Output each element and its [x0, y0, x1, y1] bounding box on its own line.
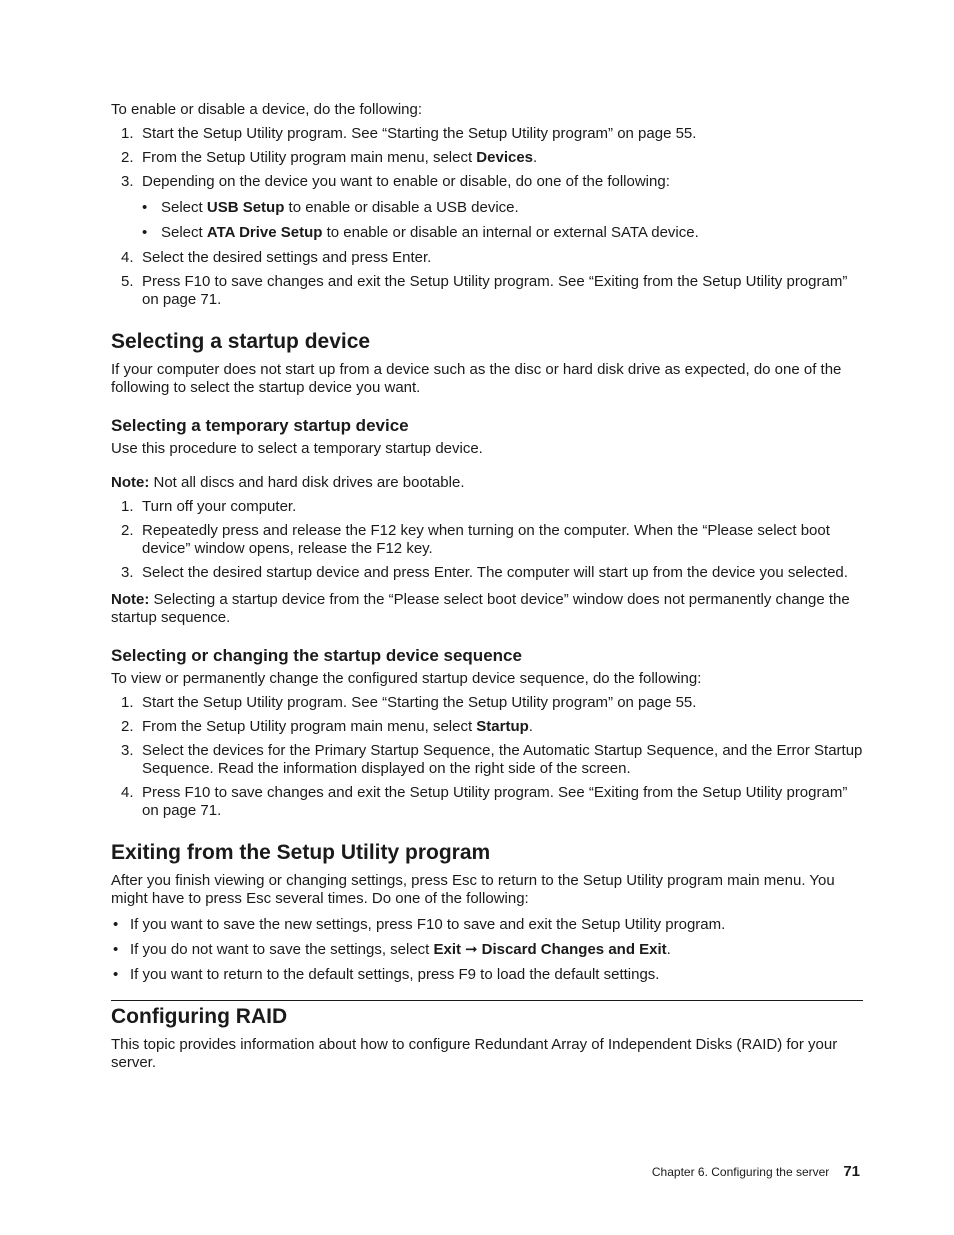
sequence-steps-list	[111, 694, 863, 820]
note: Note: Selecting a startup device from the “Please select boot device” window does not permanently change the startup sequence.	[111, 591, 850, 626]
list-item: 3. Select the devices for the Primary Startup Sequence, the Automatic Startup Sequence, and the Error Startup Sequence. Read the information displayed on the right side of the screen.	[121, 742, 863, 777]
page-content	[111, 101, 863, 1072]
list-item: 3. Select the desired startup device and press Enter. The computer will start up from the device you selected.	[121, 564, 848, 581]
list-item: 3. Depending on the device you want to enable or disable, do one of the following: • Select USB Setup to enable or disable a USB device. • Select ATA Drive Setup to enable or disable an internal or external SATA device.	[111, 173, 863, 242]
note: Note: Not all discs and hard disk drives are bootable.	[111, 474, 465, 491]
list-item: 4. Select the desired settings and press Enter.	[121, 249, 432, 266]
list-item: • Select ATA Drive Setup to enable or disable an internal or external SATA device.	[142, 224, 699, 241]
enable-steps-list	[111, 125, 863, 309]
temporary-intro: Use this procedure to select a temporary startup device.	[111, 440, 483, 457]
list-item: 1. Start the Setup Utility program. See “Starting the Setup Utility program” on page 55.	[121, 125, 697, 142]
section-heading-startup: Selecting a startup device	[111, 330, 371, 353]
list-item: • If you do not want to save the settings, select Exit ➞ Discard Changes and Exit.	[113, 941, 671, 958]
sub-bullet-list	[111, 199, 863, 242]
section-heading-raid: Configuring RAID	[111, 1005, 288, 1028]
section-heading-exiting: Exiting from the Setup Utility program	[111, 841, 491, 864]
exiting-bullet-list	[111, 916, 863, 984]
chapter-label: Chapter 6. Configuring the server	[651, 1165, 830, 1179]
note-label: Note:	[111, 474, 150, 491]
intro-paragraph: To enable or disable a device, do the following:	[111, 101, 423, 118]
arrow-right-icon: ➞	[465, 941, 478, 958]
list-item: 1. Start the Setup Utility program. See “Starting the Setup Utility program” on page 55.	[121, 694, 697, 711]
note-label: Note:	[111, 591, 150, 608]
exiting-intro: After you finish viewing or changing settings, press Esc to return to the Setup Utility program main menu. You might have to press Esc several times. Do one of the following:	[111, 872, 835, 907]
temporary-steps-list	[111, 498, 863, 582]
section-divider	[111, 1000, 863, 1001]
list-item: • If you want to return to the default settings, press F9 to load the default settings.	[113, 966, 660, 983]
list-item: 2. From the Setup Utility program main menu, select Devices.	[121, 149, 538, 166]
list-item: 1. Turn off your computer.	[121, 498, 297, 515]
raid-intro: This topic provides information about how to configure Redundant Array of Independent Disks (RAID) for your server.	[111, 1036, 838, 1071]
menu-term: Devices	[476, 149, 534, 166]
menu-term: Discard Changes and Exit	[481, 941, 667, 958]
list-item: 4. Press F10 to save changes and exit the Setup Utility program. See “Exiting from the Setup Utility program” on page 71.	[121, 784, 848, 819]
sequence-intro: To view or permanently change the configured startup device sequence, do the following:	[111, 670, 702, 687]
list-item: 2. Repeatedly press and release the F12 key when turning on the computer. When the “Please select boot device” window opens, release the F12 key.	[121, 522, 830, 557]
list-item: • Select USB Setup to enable or disable a USB device.	[142, 199, 519, 216]
startup-intro: If your computer does not start up from a device such as the disc or hard disk drive as expected, do one of the following to select the startup device you want.	[111, 361, 842, 396]
subsection-heading-temporary: Selecting a temporary startup device	[111, 416, 409, 435]
list-item: 2. From the Setup Utility program main menu, select Startup.	[121, 718, 533, 735]
subsection-heading-sequence: Selecting or changing the startup device sequence	[111, 646, 522, 665]
list-item: 5. Press F10 to save changes and exit the Setup Utility program. See “Exiting from the Setup Utility program” on page 71.	[121, 273, 848, 308]
menu-term: Startup	[476, 718, 529, 735]
page-footer	[652, 1163, 860, 1181]
list-item: • If you want to save the new settings, press F10 to save and exit the Setup Utility program.	[113, 916, 726, 933]
menu-term: Exit	[433, 941, 462, 958]
page-number: 71	[843, 1163, 860, 1180]
